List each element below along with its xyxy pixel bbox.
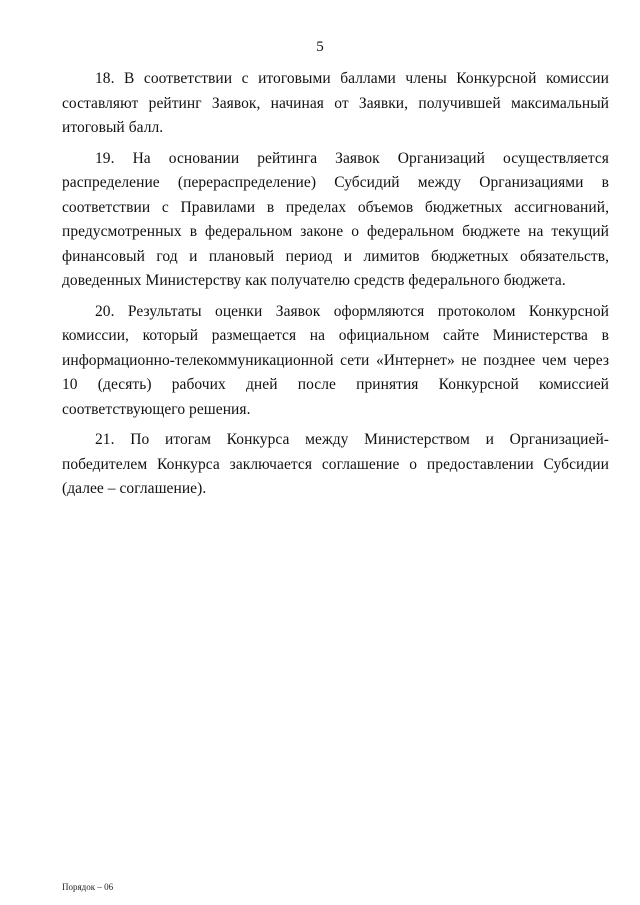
paragraph-18: 18. В соответствии с итоговыми баллами члены Конкурсной комиссии составляют рейтинг Заявок, начиная от Заявки, получившей максимальный итоговый балл. bbox=[62, 70, 609, 136]
footer-document-code: Порядок – 06 bbox=[62, 882, 114, 892]
page-number: 5 bbox=[316, 39, 324, 55]
paragraph-21: 21. По итогам Конкурса между Министерством и Организацией-победителем Конкурса заключается соглашение о предоставлении Субсидии (далее – соглашение). bbox=[62, 431, 609, 497]
paragraph-19: 19. На основании рейтинга Заявок Организаций осуществляется распределение (перераспределение) Субсидий между Организациями в соответствии с Правилами в пределах объемов бюджетных ассигнований, предусмотренных в федеральном законе о федеральном бюджете на текущий финансовый год и плановый период и лимитов бюджетных обязательств, доведенных Министерству как получателю средств федерального бюджета. bbox=[62, 149, 609, 289]
paragraph-20: 20. Результаты оценки Заявок оформляются протоколом Конкурсной комиссии, который размещается на официальном сайте Министерства в информационно-телекоммуникационной сети «Интернет» не позднее чем через 10 (десять) рабочих дней после принятия Конкурсной комиссией соответствующего решения. bbox=[62, 302, 609, 418]
document-body bbox=[62, 67, 609, 508]
